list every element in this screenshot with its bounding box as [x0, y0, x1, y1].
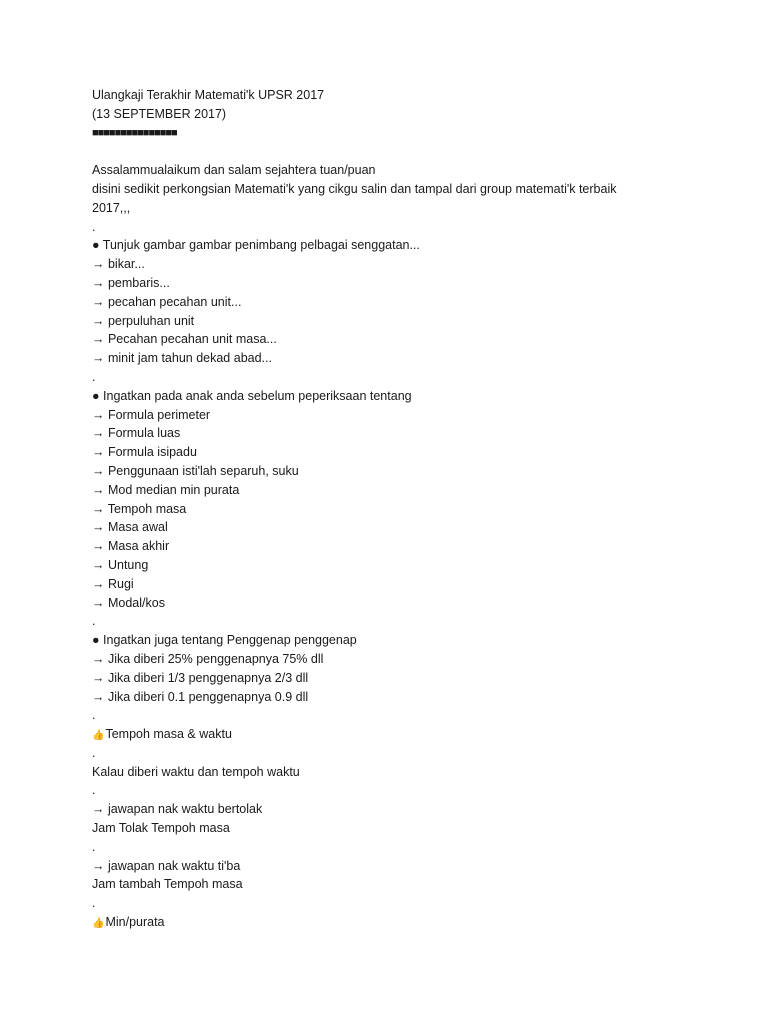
list-item: → Formula perimeter [92, 407, 211, 422]
list-item: → minit jam tahun dekad abad... [92, 351, 272, 366]
list-item: → Masa akhir [92, 539, 170, 554]
dot-separator: . [92, 745, 96, 760]
tempoh-answer: → jawapan nak waktu bertolak [92, 802, 263, 817]
dot-separator: . [92, 614, 96, 629]
document-title: Ulangkaji Terakhir Matemati'k UPSR 2017 [92, 88, 325, 102]
tempoh-text: Kalau diberi waktu dan tempoh waktu [92, 764, 300, 779]
dot-separator: . [92, 783, 96, 798]
list-item: → Pecahan pecahan unit masa... [92, 332, 277, 347]
min-purata-heading-label: Min/purata [105, 915, 165, 930]
list-item: → Mod median min purata [92, 482, 240, 497]
list-item: → pecahan pecahan unit... [92, 294, 242, 309]
list-item: → Penggunaan isti'lah separuh, suku [92, 463, 299, 478]
list-item: → Jika diberi 25% penggenapnya 75% dll [92, 651, 324, 666]
list-item: → Rugi [92, 576, 134, 591]
list-item: → Formula luas [92, 426, 181, 441]
dot-separator: . [92, 839, 96, 854]
min-purata-heading [92, 913, 712, 932]
section-3-heading: ● Ingatkan juga tentang Penggenap penggenap [92, 633, 357, 648]
thumbs-up-icon: 👍 [92, 918, 105, 930]
list-item: → Modal/kos [92, 595, 165, 610]
thumbs-up-icon: 👍 [92, 730, 105, 742]
list-item: → Untung [92, 557, 149, 572]
tempoh-heading-label: Tempoh masa & waktu [105, 727, 232, 742]
dot-separator: . [92, 369, 96, 384]
list-item: → pembaris... [92, 275, 170, 290]
list-item: → Masa awal [92, 520, 168, 535]
tempoh-heading [92, 725, 712, 744]
document-body [92, 86, 712, 932]
tempoh-rule: Jam Tolak Tempoh masa [92, 821, 230, 836]
greeting: Assalammualaikum dan salam sejahtera tuan/puan [92, 163, 376, 178]
intro-text: disini sedikit perkongsian Matemati'k yang cikgu salin dan tampal dari group matemati'k terbaik [92, 181, 617, 196]
list-item: → Jika diberi 0.1 penggenapnya 0.9 dll [92, 689, 309, 704]
document-date: (13 SEPTEMBER 2017) [92, 106, 227, 121]
list-item: → perpuluhan unit [92, 313, 195, 328]
divider-blocks: ■■■■■■■■■■■■■■■ [92, 126, 177, 139]
dot-separator: . [92, 219, 96, 234]
list-item: → Jika diberi 1/3 penggenapnya 2/3 dll [92, 670, 309, 685]
list-item: → bikar... [92, 257, 145, 272]
dot-separator: . [92, 896, 96, 911]
intro-text-cont: 2017,,, [92, 200, 131, 215]
tempoh-answer: → jawapan nak waktu ti'ba [92, 858, 241, 873]
dot-separator: . [92, 708, 96, 723]
section-1-heading: ● Tunjuk gambar gambar penimbang pelbagai senggatan... [92, 238, 420, 253]
section-2-heading: ● Ingatkan pada anak anda sebelum peperiksaan tentang [92, 388, 412, 403]
list-item: → Formula isipadu [92, 445, 197, 460]
list-item: → Tempoh masa [92, 501, 187, 516]
tempoh-rule: Jam tambah Tempoh masa [92, 877, 243, 892]
